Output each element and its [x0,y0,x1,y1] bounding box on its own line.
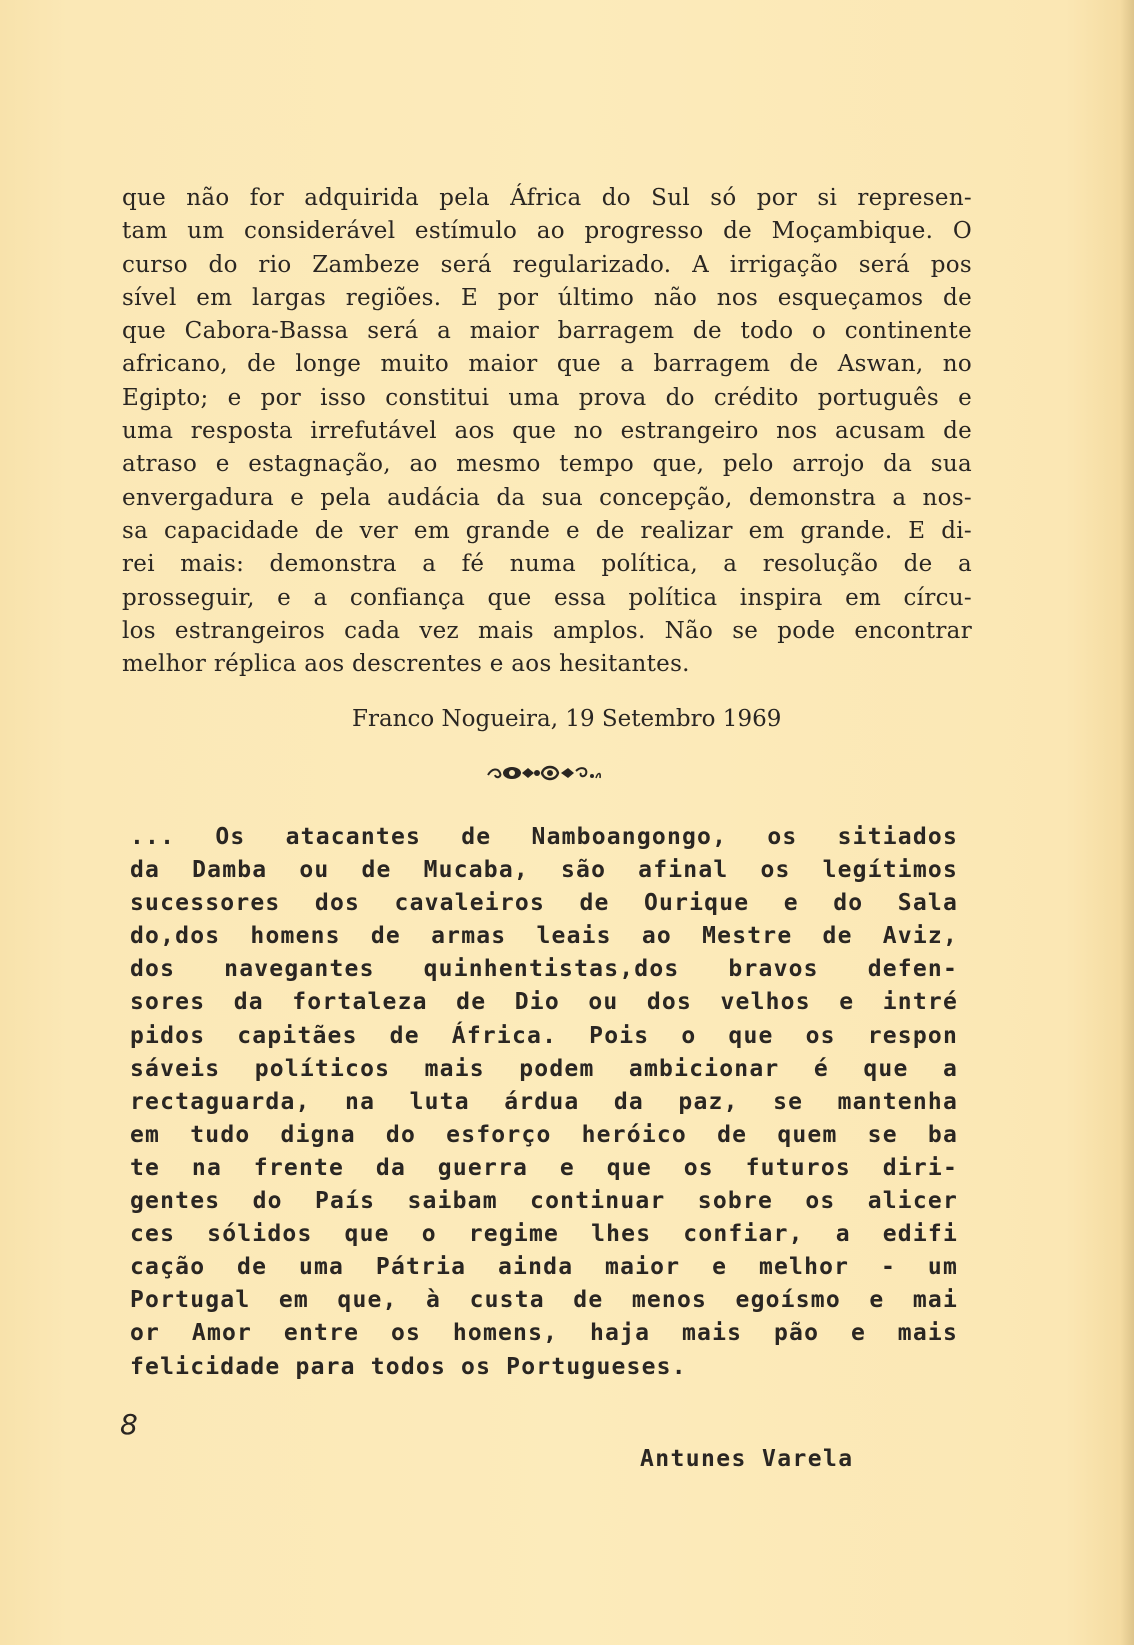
text-line: cação de uma Pátria ainda maior e melhor - um [130,1254,958,1281]
text-line: ces sólidos que o regime lhes confiar, a edifi [130,1221,958,1248]
text-line: te na frente da guerra e que os futuros diri- [130,1154,958,1181]
attribution-franco-nogueira: Franco Nogueira, 19 Setembro 1969 [352,706,782,732]
text-line: atraso e estagnação, ao mesmo tempo que, pelo arrojo da sua [122,451,972,478]
text-line: rectaguarda, na luta árdua da paz, se mantenha [130,1088,958,1115]
decorative-scroll-ornament-icon [486,762,602,784]
text-line: gentes do País saibam continuar sobre os alicer [130,1188,958,1215]
text-line: da Damba ou de Mucaba, são afinal os legítimos [130,857,958,884]
text-line: do,dos homens de armas leais ao Mestre de Aviz, [130,923,958,950]
page-edge-shadow [1120,0,1134,1645]
text-line: sível em largas regiões. E por último não nos esqueçamos de [122,284,972,311]
text-line: rei mais: demonstra a fé numa política, a resolução de a [122,551,972,578]
text-line: que não for adquirida pela África do Sul só por si represen- [122,185,972,211]
text-line: pidos capitães de África. Pois o que os respon [130,1022,958,1049]
text-line: melhor réplica aos descrentes e aos hesitantes. [122,651,690,678]
text-line: em tudo digna do esforço heróico de quem se ba [130,1121,958,1148]
text-line: los estrangeiros cada vez mais amplos. Não se pode encontrar [122,617,972,644]
text-line: sucessores dos cavaleiros de Ourique e do Sala [130,890,958,917]
text-line: felicidade para todos os Portugueses. [130,1353,687,1380]
text-line: dos navegantes quinhentistas,dos bravos defen- [130,956,958,983]
text-line: uma resposta irrefutável aos que no estrangeiro nos acusam de [122,418,972,445]
attribution-antunes-varela: Antunes Varela [640,1446,854,1472]
text-line: curso do rio Zambeze será regularizado. A irrigação será pos [122,251,972,278]
text-line: sáveis políticos mais podem ambicionar é que a [130,1055,958,1082]
text-line: africano, de longe muito maior que a barragem de Aswan, no [122,351,972,378]
text-line: sores da fortaleza de Dio ou dos velhos e intré [130,989,958,1016]
text-line: Portugal em que, à custa de menos egoísmo e mai [130,1287,958,1314]
text-line: envergadura e pela audácia da sua concepção, demonstra a nos- [122,484,972,511]
text-line: Egipto; e por isso constitui uma prova do crédito português e [122,384,972,411]
text-line: sa capacidade de ver em grande e de realizar em grande. E di- [122,517,972,544]
text-line: ... Os atacantes de Namboangongo, os sitiados [130,824,958,850]
text-line: or Amor entre os homens, haja mais pão e mais [130,1320,958,1347]
page-number: 8 [120,1408,138,1441]
passage-franco-nogueira [122,182,972,681]
text-line: tam um considerável estímulo ao progresso de Moçambique. O [122,218,972,245]
passage-antunes-varela [130,821,958,1384]
text-line: prosseguir, e a confiança que essa política inspira em círcu- [122,584,972,611]
text-line: que Cabora-Bassa será a maior barragem de todo o continente [122,318,972,345]
